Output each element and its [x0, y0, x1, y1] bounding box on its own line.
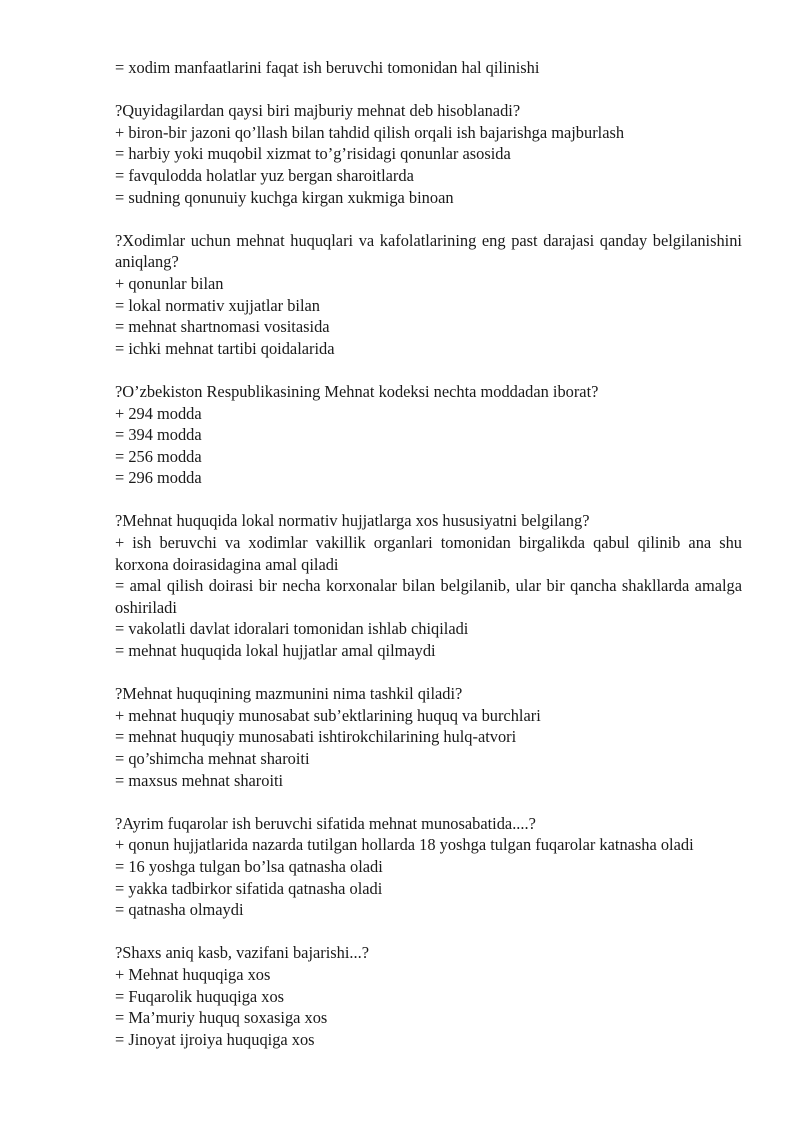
answer-option-correct: + mehnat huquqiy munosabat sub’ektlarining huquq va burchlari — [115, 705, 541, 725]
answer-option-correct: + 294 modda — [115, 403, 202, 423]
answer-option: = vakolatli davlat idoralari tomonidan ishlab chiqiladi — [115, 619, 469, 639]
answer-option-correct: + biron-bir jazoni qo’llash bilan tahdid qilish orqali ish bajarishga majburlash — [115, 122, 625, 142]
answer-option: = harbiy yoki muqobil xizmat to’g’risidagi qonunlar asosida — [115, 144, 511, 164]
answer-option: = sudning qonunuiy kuchga kirgan xukmiga binoan — [115, 187, 454, 207]
question-text: ?Mehnat huquqida lokal normativ hujjatlarga xos hususiyatni belgilang? — [115, 511, 590, 531]
question-block — [115, 100, 742, 208]
question-text: ?Quyidagilardan qaysi biri majburiy mehnat deb hisoblanadi? — [115, 101, 521, 121]
answer-option: = 16 yoshga tulgan bo’lsa qatnasha oladi — [115, 856, 383, 876]
answer-option: = qatnasha olmaydi — [115, 900, 244, 920]
intro-answer: = xodim manfaatlarini faqat ish beruvchi tomonidan hal qilinishi — [115, 58, 540, 77]
question-block — [115, 942, 742, 1050]
answer-option: = lokal normativ xujjatlar bilan — [115, 295, 320, 315]
answer-option: = amal qilish doirasi bir necha korxonalar bilan belgilanib, ular bir qancha shakllarda amalga oshiriladi — [115, 576, 742, 617]
question-text: ?Xodimlar uchun mehnat huquqlari va kafolatlarining eng past darajasi qanday belgilanishini aniqlang? — [115, 230, 742, 272]
question-text: ?O’zbekiston Respublikasining Mehnat kodeksi nechta moddadan iborat? — [115, 381, 599, 401]
answer-option: = Ma’muriy huquq soxasiga xos — [115, 1008, 328, 1028]
question-block — [115, 813, 742, 921]
question-text: ?Ayrim fuqarolar ish beruvchi sifatida mehnat munosabatida....? — [115, 813, 536, 833]
question-block — [115, 510, 742, 661]
answer-option: = mehnat shartnomasi vositasida — [115, 317, 330, 337]
answer-option: = Jinoyat ijroiya huquqiga xos — [115, 1029, 315, 1049]
answer-option: = favqulodda holatlar yuz bergan sharoitlarda — [115, 165, 414, 185]
question-text: ?Shaxs aniq kasb, vazifani bajarishi...? — [115, 943, 369, 963]
answer-option: = yakka tadbirkor sifatida qatnasha oladi — [115, 878, 383, 898]
question-block — [115, 230, 742, 360]
answer-option: = 394 modda — [115, 425, 202, 445]
answer-option-correct: + ish beruvchi va xodimlar vakillik organlari tomonidan birgalikda qabul qilinib ana shu korxona doirasidagina amal qiladi — [115, 533, 742, 574]
answer-option: = mehnat huquqiy munosabati ishtirokchilarining hulq-atvori — [115, 727, 517, 747]
question-block — [115, 381, 742, 489]
answer-option-correct: + qonunlar bilan — [115, 273, 224, 293]
answer-option: = 256 modda — [115, 446, 202, 466]
answer-option: = ichki mehnat tartibi qoidalarida — [115, 338, 335, 358]
document-page — [115, 57, 742, 1050]
question-block — [115, 683, 742, 791]
answer-option: = 296 modda — [115, 468, 202, 488]
answer-option: = Fuqarolik huquqiga xos — [115, 986, 285, 1006]
question-text: ?Mehnat huquqining mazmunini nima tashkil qiladi? — [115, 684, 463, 704]
answer-option: = maxsus mehnat sharoiti — [115, 770, 284, 790]
answer-option: = mehnat huquqida lokal hujjatlar amal qilmaydi — [115, 641, 436, 661]
answer-option-correct: + qonun hujjatlarida nazarda tutilgan hollarda 18 yoshga tulgan fuqarolar katnasha oladi — [115, 835, 694, 855]
answer-option-correct: + Mehnat huquqiga xos — [115, 964, 271, 984]
answer-option: = qo’shimcha mehnat sharoiti — [115, 749, 310, 768]
